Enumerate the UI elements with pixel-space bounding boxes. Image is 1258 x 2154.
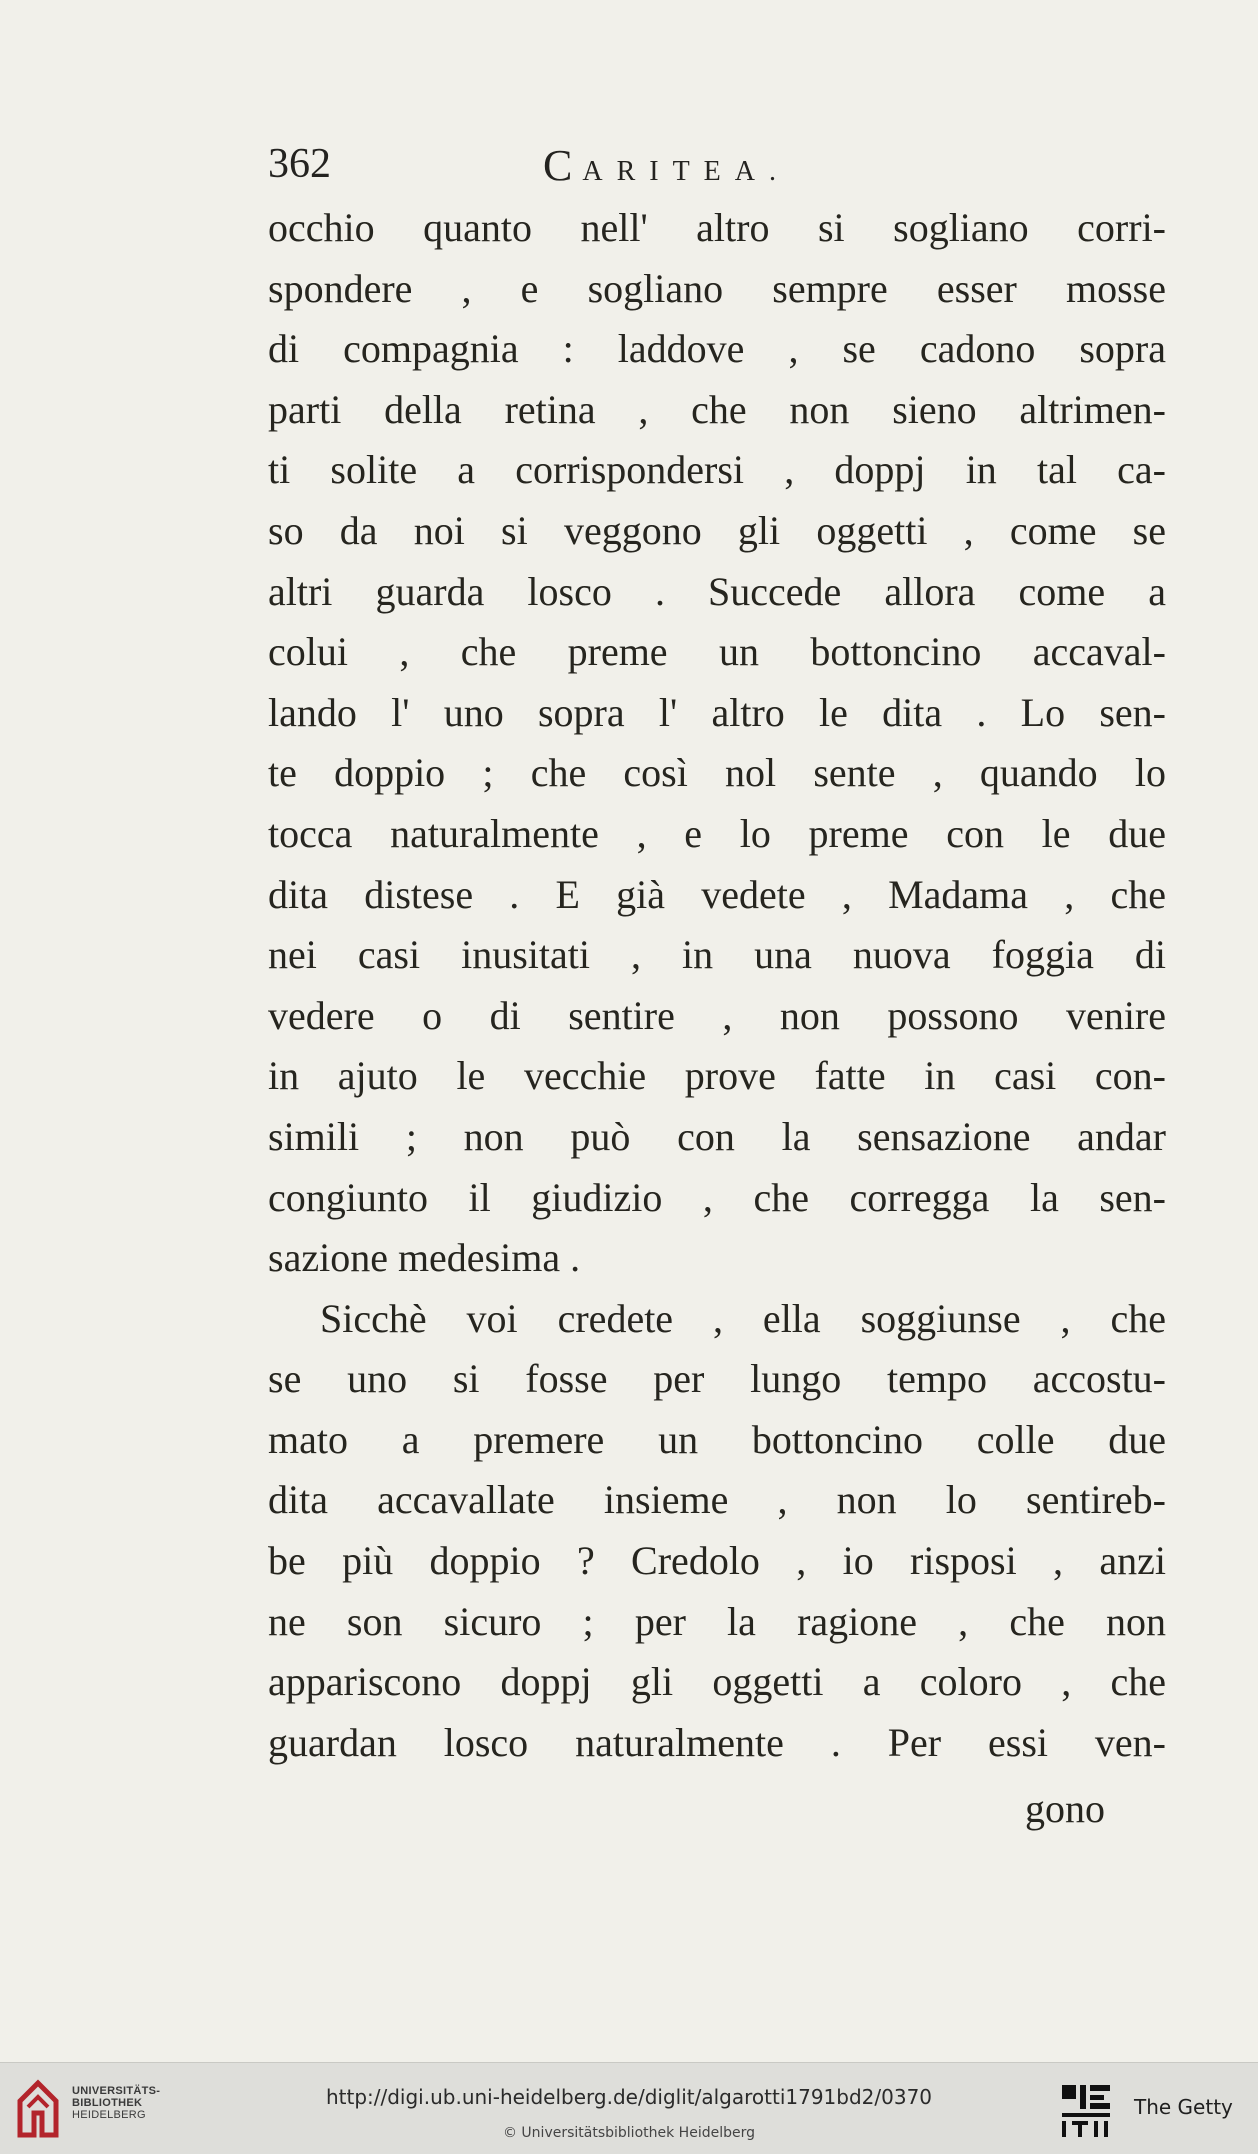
body-text xyxy=(268,198,1166,1773)
text-line: colui , che preme un bottoncino accaval- xyxy=(268,629,1166,675)
running-title xyxy=(543,140,790,191)
page-number: 362 xyxy=(268,141,331,187)
text-line: dita distese . E già vedete , Madama , che xyxy=(268,871,1166,917)
text-line: appariscono doppj gli oggetti a coloro , che xyxy=(268,1659,1166,1705)
getty-name: The Getty xyxy=(1134,2095,1233,2119)
text-line: ne son sicuro ; per la ragione , che non xyxy=(268,1598,1166,1644)
text-line: so da noi si veggono gli oggetti , come se xyxy=(268,507,1166,553)
university-name-line: BIBLIOTHEK xyxy=(72,2097,143,2109)
getty-logo-icon xyxy=(1060,2083,1112,2139)
text-line: be più doppio ? Credolo , io risposi , anzi xyxy=(268,1538,1166,1584)
text-line: occhio quanto nell' altro si sogliano corri- xyxy=(268,205,1166,250)
text-line: te doppio ; che così nol sente , quando lo xyxy=(268,750,1166,796)
text-line: in ajuto le vecchie prove fatte in casi con- xyxy=(268,1053,1166,1099)
text-line: parti della retina , che non sieno altrimen- xyxy=(268,386,1166,432)
text-line: lando l' uno sopra l' altro le dita . Lo sen- xyxy=(268,689,1166,735)
text-line: tocca naturalmente , e lo preme con le due xyxy=(268,810,1166,856)
text-line: guardan losco naturalmente . Per essi ven- xyxy=(268,1719,1166,1765)
permalink-url[interactable]: http://digi.ub.uni-heidelberg.de/diglit/algarotti1791bd2/0370 xyxy=(325,2085,933,2109)
text-line: se uno si fosse per lungo tempo accostu- xyxy=(268,1356,1166,1402)
text-line: spondere , e sogliano sempre esser mosse xyxy=(268,265,1166,311)
page-header xyxy=(268,140,1168,190)
text-line: di compagnia : laddove , se cadono sopra xyxy=(268,326,1166,372)
text-line: dita accavallate insieme , non lo sentireb- xyxy=(268,1477,1166,1523)
catchword: gono xyxy=(1025,1786,1105,1831)
university-name-line: UNIVERSITÄTS- xyxy=(72,2085,161,2097)
running-title-initial: C xyxy=(543,141,583,190)
text-line: simili ; non può con la sensazione andar xyxy=(268,1113,1166,1159)
text-line: congiunto il giudizio , che corregga la sen- xyxy=(268,1174,1166,1220)
text-line: mato a premere un bottoncino colle due xyxy=(268,1416,1166,1462)
text-line: ti solite a corrispondersi , doppj in tal ca- xyxy=(268,447,1166,493)
text-line: altri guarda losco . Succede allora come a xyxy=(268,568,1166,614)
text-line: nei casi inusitati , in una nuova foggia di xyxy=(268,932,1166,978)
copyright-notice: © Universitätsbibliothek Heidelberg xyxy=(502,2125,755,2141)
running-title-rest: ARITEA. xyxy=(582,156,791,187)
paragraph-end-line: sazione medesima . xyxy=(268,1235,581,1281)
paragraph-start-line: Sicchè voi credete , ella soggiunse , che xyxy=(320,1295,1166,1341)
text-line: vedere o di sentire , non possono venire xyxy=(268,992,1166,1038)
viewer-footer xyxy=(0,2062,1258,2154)
university-name-line: HEIDELBERG xyxy=(72,2109,146,2121)
